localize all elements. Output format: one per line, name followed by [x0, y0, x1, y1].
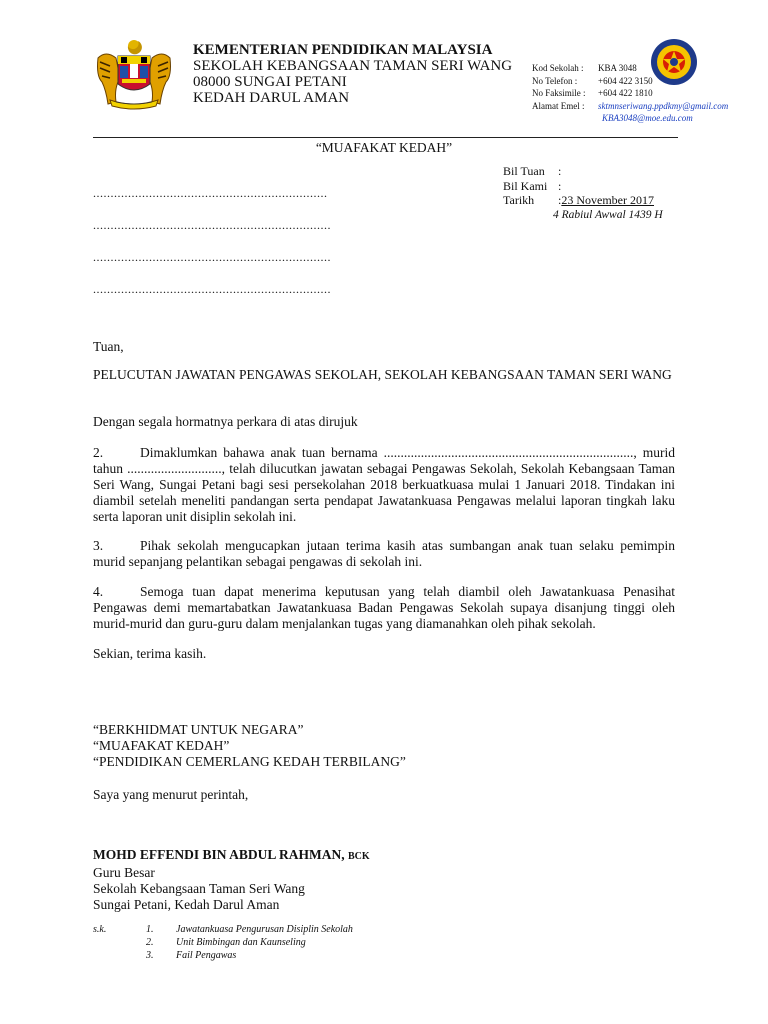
paragraph-3-text: Pihak sekolah mengucapkan jutaan terima kasih atas sumbangan anak tuan selaku pemimpin murid sepanjang pelantikan sebagai pengawas di sekolah ini. [93, 538, 675, 569]
sk-item-3: Fail Pengawas [176, 950, 237, 961]
letter-subject: PELUCUTAN JAWATAN PENGAWAS SEKOLAH, SEKOLAH KEBANGSAAN TAMAN SERI WANG [93, 367, 672, 382]
sk-item-1-number: 1. [146, 924, 154, 935]
slogan-3: “PENDIDIKAN CEMERLANG KEDAH TERBILANG” [93, 754, 406, 769]
paragraph-3-number: 3. [93, 538, 104, 553]
email-secondary[interactable]: KBA3048@moe.edu.com [602, 113, 693, 123]
letterhead [193, 42, 512, 106]
hijri-date: 4 Rabiul Awwal 1439 H [553, 208, 663, 221]
school-code-label: Kod Sekolah : [532, 63, 584, 73]
bil-tuan-label: Bil Tuan [503, 164, 545, 178]
reference-block [503, 164, 663, 222]
school-code: KBA 3048 [598, 63, 637, 73]
sk-label: s.k. [93, 924, 107, 935]
coat-of-arms-logo [92, 36, 176, 112]
address-line-1: ................................................................... [93, 186, 328, 200]
phone-label: No Telefon : [532, 75, 578, 86]
sk-item-1: Jawatankuasa Pengurusan Disiplin Sekolah [176, 924, 353, 935]
postcode-city: 08000 SUNGAI PETANI [193, 74, 347, 90]
bil-kami-value: : [558, 178, 562, 193]
address-line-2: .................................................................... [93, 218, 331, 232]
fax-number: +604 422 1810 [598, 88, 653, 98]
email-primary[interactable]: sktmnseriwang.ppdkmy@gmail.com [598, 100, 729, 111]
address-line-3: .................................................................... [93, 250, 331, 264]
signatory-school: Sekolah Kebangsaan Taman Seri Wang [93, 881, 305, 896]
date-label: Tarikh [503, 193, 535, 207]
address-line-4: .................................................................... [93, 282, 331, 296]
sk-item-2: Unit Bimbingan dan Kaunseling [176, 937, 306, 948]
salutation: Tuan, [93, 339, 124, 354]
paragraph-4-number: 4. [93, 584, 104, 599]
paragraph-2 [93, 445, 675, 525]
email-label: Alamat Emel : [532, 100, 585, 111]
opening-line: Dengan segala hormatnya perkara di atas dirujuk [93, 414, 358, 429]
contact-block [532, 62, 728, 125]
state: KEDAH DARUL AMAN [193, 90, 350, 106]
date-value: 23 November 2017 [561, 193, 654, 207]
paragraph-4 [93, 584, 675, 632]
ministry-name: KEMENTERIAN PENDIDIKAN MALAYSIA [193, 42, 493, 58]
signoff: Saya yang menurut perintah, [93, 787, 249, 802]
slogan-block [93, 722, 406, 770]
slogan-1: “BERKHIDMAT UNTUK NEGARA” [93, 722, 304, 737]
paragraph-4-text: Semoga tuan dapat menerima keputusan yang telah diambil oleh Jawatankuasa Penasihat Pengawas demi memartabatkan Jawatankuasa Badan Pengawas Sekolah supaya disanjung tinggi oleh murid-murid dan guru-guru dalam menjalankan tugas yang diamanahkan oleh pihak sekolah. [93, 584, 675, 631]
paragraph-2-number: 2. [93, 445, 104, 460]
sk-item-3-number: 3. [146, 950, 154, 961]
signatory-title: Guru Besar [93, 865, 155, 880]
date-colon: : [558, 193, 562, 207]
sk-item-2-number: 2. [146, 937, 154, 948]
signatory-block [93, 847, 370, 913]
fax-label: No Faksimile : [532, 88, 586, 98]
bil-kami-label: Bil Kami [503, 178, 548, 193]
bil-tuan-value: : [558, 164, 562, 178]
header-divider [93, 137, 678, 138]
copy-to-list [93, 923, 353, 962]
paragraph-3 [93, 538, 675, 570]
school-badge-logo [650, 38, 698, 86]
slogan-2: “MUAFAKAT KEDAH” [93, 738, 230, 753]
phone-number: +604 422 3150 [598, 75, 653, 86]
closing-line: Sekian, terima kasih. [93, 646, 207, 661]
signatory-honorific: BCK [348, 851, 370, 862]
signatory-place: Sungai Petani, Kedah Darul Aman [93, 897, 280, 912]
school-name: SEKOLAH KEBANGSAAN TAMAN SERI WANG [193, 58, 513, 74]
signatory-name: MOHD EFFENDI BIN ABDUL RAHMAN, [93, 847, 345, 862]
motto-top: “MUAFAKAT KEDAH” [315, 140, 453, 155]
paragraph-2-text: Dimaklumkan bahawa anak tuan bernama .........................................................................., murid tahun ............................, telah dilucutkan jawatan sebagai Pengawas Sekolah, Sekolah Kebangsaan Taman Seri Wang, Sungai Petani bagi sesi persekolahan 2018 berkuatkuasa mulai 1 Januari 2018. Tindakan ini diambil setelah meneliti pandangan serta pendapat Jawatankuasa Pengawas melalui laporan tingkah laku serta laporan unit disiplin sekolah ini. [93, 445, 675, 524]
